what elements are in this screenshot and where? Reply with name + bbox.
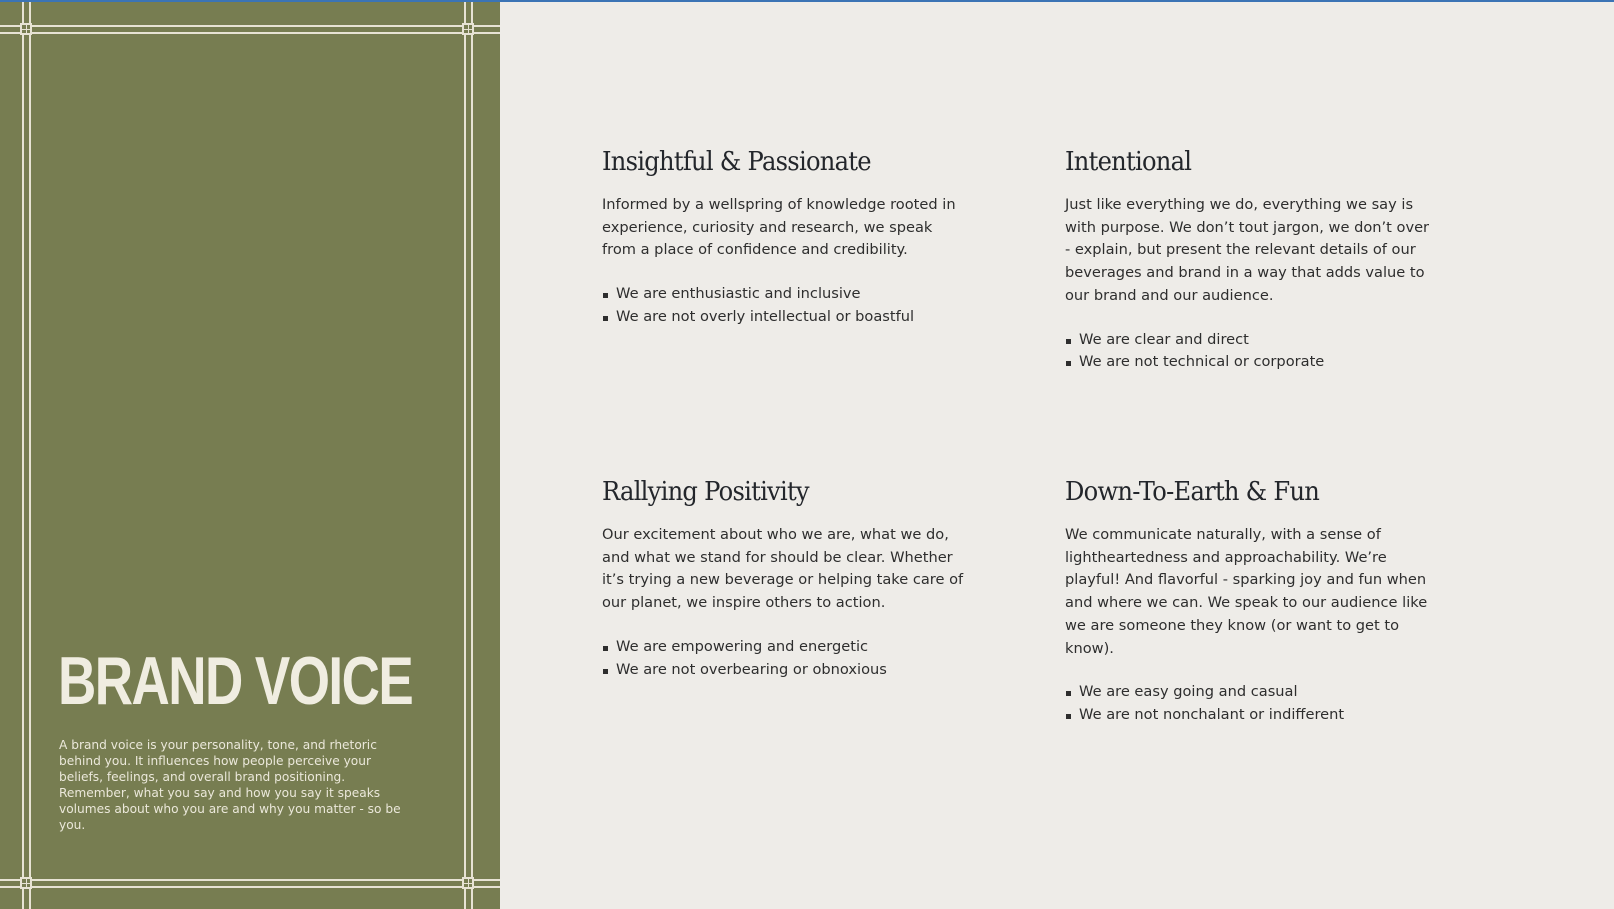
frame-corner-ornament xyxy=(462,877,474,889)
brand-voice-panel xyxy=(0,0,500,909)
section-heading: Rallying Positivity xyxy=(602,477,809,507)
list-item: We are not overbearing or obnoxious xyxy=(602,659,967,682)
top-accent-line xyxy=(0,0,1614,2)
frame-line xyxy=(29,0,31,909)
frame-line xyxy=(0,25,500,27)
section-body: Our excitement about who we are, what we do, and what we stand for should be clear. Whether it’s trying a new beverage or helping take care of our planet, we inspire others to action. xyxy=(602,526,964,612)
list-item: We are not technical or corporate xyxy=(1065,351,1430,374)
frame-line xyxy=(22,0,24,909)
section-body: Just like everything we do, everything we say is with purpose. We don’t tout jargon, we don’t over - explain, but present the relevant details of our beverages and brand in a way that adds value to our brand and our audience. xyxy=(1065,196,1430,304)
frame-line xyxy=(0,32,500,34)
list-item: We are empowering and energetic xyxy=(602,636,967,659)
section-heading: Insightful & Passionate xyxy=(602,147,871,177)
voice-section xyxy=(1065,475,1430,727)
frame-line xyxy=(0,886,500,888)
frame-corner-ornament xyxy=(462,23,474,35)
page-title: BRAND VOICE xyxy=(58,643,413,719)
voice-section xyxy=(602,475,967,681)
bullet-list xyxy=(602,283,967,328)
voice-section xyxy=(1065,145,1430,374)
bullet-list xyxy=(602,636,967,681)
frame-corner-ornament xyxy=(20,23,32,35)
section-heading: Intentional xyxy=(1065,147,1192,177)
list-item: We are not overly intellectual or boastful xyxy=(602,306,967,329)
list-item: We are enthusiastic and inclusive xyxy=(602,283,967,306)
bullet-list xyxy=(1065,329,1430,374)
section-body: Informed by a wellspring of knowledge rooted in experience, curiosity and research, we speak from a place of confidence and credibility. xyxy=(602,196,956,259)
frame-line xyxy=(471,0,473,909)
frame-line xyxy=(464,0,466,909)
list-item: We are easy going and casual xyxy=(1065,681,1430,704)
bullet-list xyxy=(1065,681,1430,726)
frame-line xyxy=(0,879,500,881)
list-item: We are not nonchalant or indifferent xyxy=(1065,704,1430,727)
section-heading: Down-To-Earth & Fun xyxy=(1065,477,1320,507)
list-item: We are clear and direct xyxy=(1065,329,1430,352)
intro-paragraph: A brand voice is your personality, tone, and rhetoric behind you. It influences how people perceive your beliefs, feelings, and overall brand positioning. Remember, what you say and how you say it speaks volumes about who you are and why you matter - so be you. xyxy=(59,738,401,832)
voice-section xyxy=(602,145,967,329)
section-body: We communicate naturally, with a sense of lightheartedness and approachability. We’re playful! And flavorful - sparking joy and fun when and where we can. We speak to our audience like we are someone they know (or want to get to know). xyxy=(1065,526,1428,657)
frame-corner-ornament xyxy=(20,877,32,889)
